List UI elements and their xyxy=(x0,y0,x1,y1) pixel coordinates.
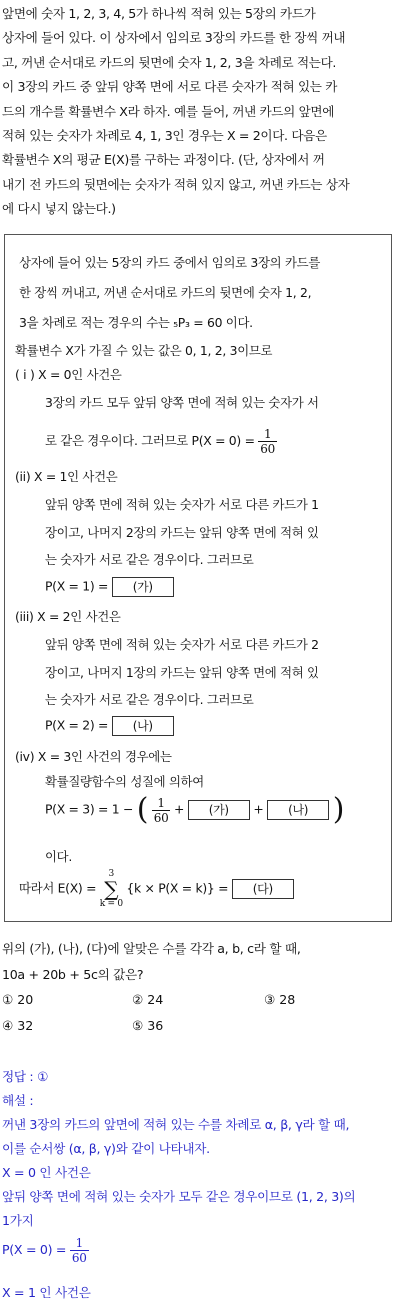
fraction xyxy=(70,1236,89,1265)
question-line: 10a + 20b + 5c의 값은? xyxy=(2,967,144,982)
problem-line: 상자에 들어 있다. 이 상자에서 임의로 3장의 카드를 한 장씩 꺼내 xyxy=(2,30,346,46)
case-1-text xyxy=(45,427,277,456)
choice-3[interactable]: ③ 28 xyxy=(264,992,296,1007)
box-line: 한 장씩 꺼내고, 꺼낸 순서대로 카드의 뒷면에 숫자 1, 2, xyxy=(19,285,312,300)
fraction-denominator: 60 xyxy=(260,442,275,456)
case-2-text: 는 숫자가 서로 같은 경우이다. 그러므로 xyxy=(45,552,254,567)
case-3-text: 장이고, 나머지 1장의 카드는 앞뒤 양쪽 면에 적혀 있 xyxy=(45,665,319,680)
question-line: 위의 (가), (나), (다)에 알맞은 수를 각각 a, b, c라 할 때, xyxy=(2,941,301,956)
case-3-text: 앞뒤 양쪽 면에 적혀 있는 숫자가 서로 다른 카드가 2 xyxy=(45,637,319,652)
box-line: 3을 차례로 적는 경우의 수는 ₅P₃ = 60 이다. xyxy=(19,315,253,330)
blank-na: (나) xyxy=(267,800,329,820)
problem-line: 적혀 있는 숫자가 차례로 4, 1, 3인 경우는 X = 2이다. 다음은 xyxy=(2,128,327,144)
explanation-label: 해설 : xyxy=(2,1093,34,1108)
solution-process-box xyxy=(4,234,392,922)
problem-line: 내기 전 카드의 뒷면에는 숫자가 적혀 있지 않고, 꺼낸 카드는 상자 xyxy=(2,176,350,192)
fraction xyxy=(258,427,277,456)
blank-ga: (가) xyxy=(188,800,250,820)
plus-sign: + xyxy=(253,801,264,817)
fraction-denominator: 60 xyxy=(71,1251,87,1265)
fraction-denominator: 60 xyxy=(153,810,169,825)
box-line: 확률변수 X가 가질 수 있는 값은 0, 1, 2, 3이므로 xyxy=(15,343,273,358)
explanation-prob-label: P(X = 0) = xyxy=(2,1242,67,1257)
summation xyxy=(100,869,123,909)
choice-4[interactable]: ④ 32 xyxy=(2,1018,34,1033)
case-1-heading: ( i ) X = 0인 사건은 xyxy=(15,367,122,382)
case-4-prob-label: P(X = 3) = 1 − xyxy=(45,801,134,817)
sigma-icon: ∑ xyxy=(104,877,119,901)
choice-5[interactable]: ⑤ 36 xyxy=(132,1018,164,1033)
answer-label: 정답 : ① xyxy=(2,1069,49,1084)
problem-line: 이 3장의 카드 중 앞뒤 양쪽 면에 서로 다른 숫자가 적혀 있는 카 xyxy=(2,79,338,95)
expectation-label: 따라서 E(X) = xyxy=(19,880,97,896)
fraction xyxy=(152,796,171,825)
case-4-heading: (iv) X = 3인 사건의 경우에는 xyxy=(15,749,172,764)
fraction-numerator: 1 xyxy=(258,427,277,442)
case-1-prob-label: 로 같은 경우이다. 그러므로 P(X = 0) = xyxy=(45,433,255,448)
expectation-line xyxy=(19,869,294,909)
choice-2[interactable]: ② 24 xyxy=(132,992,164,1007)
case-2-prob xyxy=(45,577,174,597)
explanation-line: 1가지 xyxy=(2,1213,34,1228)
blank-ga: (가) xyxy=(112,577,174,597)
problem-statement xyxy=(2,2,398,222)
case-3-prob xyxy=(45,716,174,736)
case-2-heading: (ii) X = 1인 사건은 xyxy=(15,469,118,484)
problem-line: 앞면에 숫자 1, 2, 3, 4, 5가 하나씩 적혀 있는 5장의 카드가 xyxy=(2,6,316,21)
explanation-line: 앞뒤 양쪽 면에 적혀 있는 숫자가 모두 같은 경우이므로 (1, 2, 3)의 xyxy=(2,1189,356,1204)
case-4-end: 이다. xyxy=(45,849,72,864)
explanation-prob xyxy=(2,1236,89,1265)
explanation-line: X = 0 인 사건은 xyxy=(2,1165,91,1180)
right-paren: ) xyxy=(332,792,345,827)
case-2-prob-label: P(X = 1) = xyxy=(45,578,109,594)
problem-line: 드의 개수를 확률변수 X라 하자. 예를 들어, 꺼낸 카드의 앞면에 xyxy=(2,103,335,119)
explanation-line: 이를 순서쌍 (α, β, γ)와 같이 나타내자. xyxy=(2,1141,210,1156)
left-paren: ( xyxy=(136,792,149,827)
fraction-numerator: 1 xyxy=(70,1236,89,1251)
case-2-text: 앞뒤 양쪽 면에 적혀 있는 숫자가 서로 다른 카드가 1 xyxy=(45,497,319,512)
problem-line: 확률변수 X의 평균 E(X)를 구하는 과정이다. (단, 상자에서 꺼 xyxy=(2,152,325,168)
problem-line: 에 다시 넣지 않는다.) xyxy=(2,201,116,217)
case-3-text: 는 숫자가 서로 같은 경우이다. 그러므로 xyxy=(45,692,254,707)
choice-1[interactable]: ① 20 xyxy=(2,992,34,1007)
case-2-text: 장이고, 나머지 2장의 카드는 앞뒤 양쪽 면에 적혀 있 xyxy=(45,525,319,540)
case-1-text: 3장의 카드 모두 앞뒤 양쪽 면에 적혀 있는 숫자가 서 xyxy=(45,395,319,410)
plus-sign: + xyxy=(174,801,185,817)
problem-line: 고, 꺼낸 순서대로 카드의 뒷면에 숫자 1, 2, 3을 차례로 적는다. xyxy=(2,54,337,70)
explanation-line: 꺼낸 3장의 카드의 앞면에 적혀 있는 수를 차례로 α, β, γ라 할 때, xyxy=(2,1117,350,1132)
case-3-heading: (iii) X = 2인 사건은 xyxy=(15,609,121,624)
summation-upper: 3 xyxy=(108,869,114,879)
summation-lower: k = 0 xyxy=(99,899,123,909)
box-line: 상자에 들어 있는 5장의 카드 중에서 임의로 3장의 카드를 xyxy=(19,255,321,270)
blank-na: (나) xyxy=(112,716,174,736)
case-3-prob-label: P(X = 2) = xyxy=(45,717,109,733)
expectation-body: {k × P(X = k)} = xyxy=(126,880,229,896)
fraction-numerator: 1 xyxy=(152,796,171,811)
explanation-line: X = 1 인 사건은 xyxy=(2,1285,91,1300)
case-4-prob xyxy=(45,792,345,827)
blank-da: (다) xyxy=(232,879,294,899)
case-4-text: 확률질량함수의 성질에 의하여 xyxy=(45,774,204,789)
